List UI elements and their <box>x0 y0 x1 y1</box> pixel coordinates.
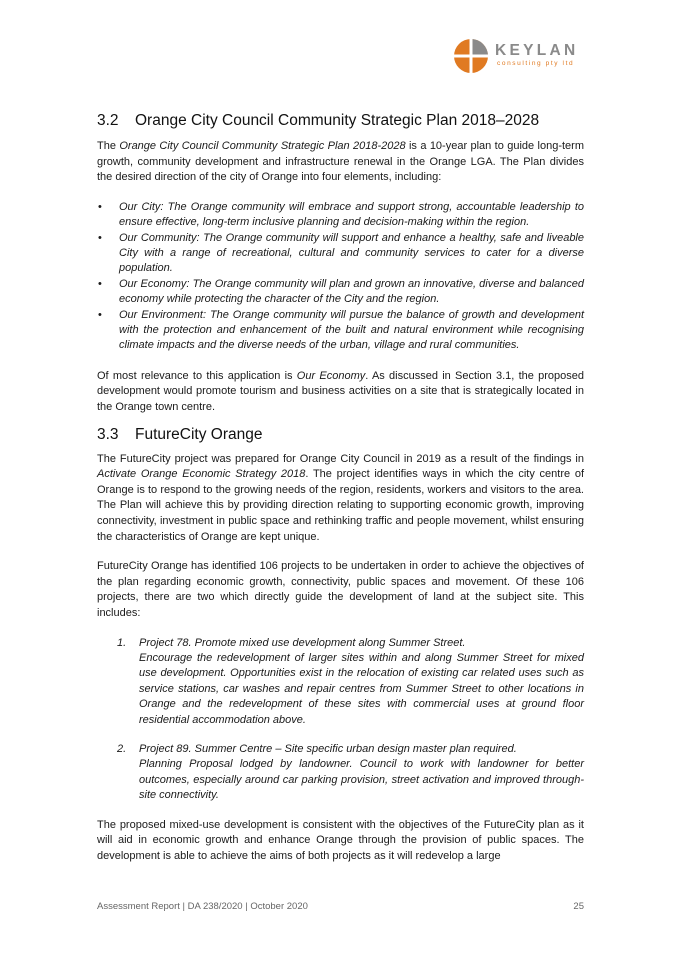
projects-list <box>97 636 584 804</box>
section-number: 3.3 <box>97 425 119 443</box>
section-3-2-relevance: Of most relevance to this application is Our Economy. As discussed in Section 3.1, the proposed development would promote tourism and business activities on a site that is strategically located in the Orange town centre. <box>97 369 584 414</box>
logo-wordmark: KEYLAN <box>495 42 579 59</box>
section-title: Orange City Council Community Strategic Plan 2018–2028 <box>135 112 540 129</box>
project-heading: Project 89. Summer Centre – Site specific urban design master plan required. <box>139 743 517 755</box>
project-body: Planning Proposal lodged by landowner. Council to work with landowner for better outcomes, especially around car parking provision, street activation and improved through-site connectivity. <box>139 758 584 802</box>
keylan-logo <box>453 38 593 78</box>
list-item: 1. Project 78. Promote mixed use development along Summer Street. Encourage the redevelopment of larger sites within and along Summer Street for mixed use development. Opportunities exist in the relocation of existing car related uses such as service stations, car washes and repair centres from Summer Street to other locations in Orange and the redevelopment of these sites with commercial uses at ground floor residential accommodation above. <box>97 636 584 728</box>
keylan-logo-mark-icon <box>453 38 489 74</box>
section-3-3-para-3: The proposed mixed-use development is consistent with the objectives of the FutureCity plan as it will aid in economic growth and enhance Orange through the provision of public spaces. The development is able to achieve the aims of both projects as it will redevelop a large <box>97 818 584 862</box>
main-content <box>97 112 584 864</box>
page-footer <box>97 901 584 912</box>
list-item: • Our Environment: The Orange community will pursue the balance of growth and development with the protection and enhancement of the built and natural environment while recognising climate impacts and the diverse needs of the urban, village and rural communities. <box>98 308 584 352</box>
section-3-2-intro: The Orange City Council Community Strategic Plan 2018-2028 is a 10-year plan to guide long-term growth, community development and infrastructure renewal in the Orange LGA. The Plan divides the desired direction of the city of Orange into four elements, including: <box>97 140 584 184</box>
section-3-3-heading <box>97 426 584 444</box>
section-3-3-para-2: FutureCity Orange has identified 106 projects to be undertaken in order to achieve the objectives of the plan regarding economic growth, connectivity, public spaces and movement. Of these 106 projects, there are two which directly guide the development of land at the subject site. This includes: <box>97 560 584 619</box>
section-title: FutureCity Orange <box>135 425 263 443</box>
logo-tagline: consulting pty ltd <box>497 60 575 67</box>
footer-reference: Assessment Report | DA 238/2020 | October 2020 <box>97 901 308 912</box>
list-item: 2. Project 89. Summer Centre – Site specific urban design master plan required. Planning Proposal lodged by landowner. Council to work with landowner for better outcomes, especially around car parking provision, street activation and improved through-site connectivity. <box>97 742 584 804</box>
list-item: • Our Community: The Orange community will support and enhance a healthy, safe and liveable City with a range of recreational, cultural and community services to cater for a diverse population. <box>98 231 584 275</box>
section-3-2-heading <box>97 112 584 130</box>
list-item: • Our Economy: The Orange community will plan and grown an innovative, diverse and balanced economy while protecting the character of the City and the region. <box>98 277 584 306</box>
project-body: Encourage the redevelopment of larger sites within and along Summer Street for mixed use development. Opportunities exist in the relocation of existing car related uses such as service stations, car washes and repair centres from Summer Street to other locations in Orange and the redevelopment of these sites with commercial uses at ground floor residential accommodation above. <box>139 651 584 726</box>
list-item: • Our City: The Orange community will embrace and support strong, accountable leadership to ensure effective, long-term inclusive planning and decision-making within the region. <box>98 200 584 229</box>
section-3-3-para-1: The FutureCity project was prepared for Orange City Council in 2019 as a result of the findings in Activate Orange Economic Strategy 2018. The project identifies ways in which the city centre of Orange is to respond to the growing needs of the region, residents, workers and visitors to the area. The Plan will achieve this by providing direction relating to supporting economic growth, improving connectivity, investment in public space and rethinking traffic and people movement, whilst ensuring the characteristics of Orange are kept unique. <box>97 452 584 543</box>
strategic-elements-list <box>97 200 584 354</box>
section-number: 3.2 <box>97 112 119 129</box>
page-number: 25 <box>573 901 584 912</box>
project-heading: Project 78. Promote mixed use development along Summer Street. <box>139 636 466 649</box>
